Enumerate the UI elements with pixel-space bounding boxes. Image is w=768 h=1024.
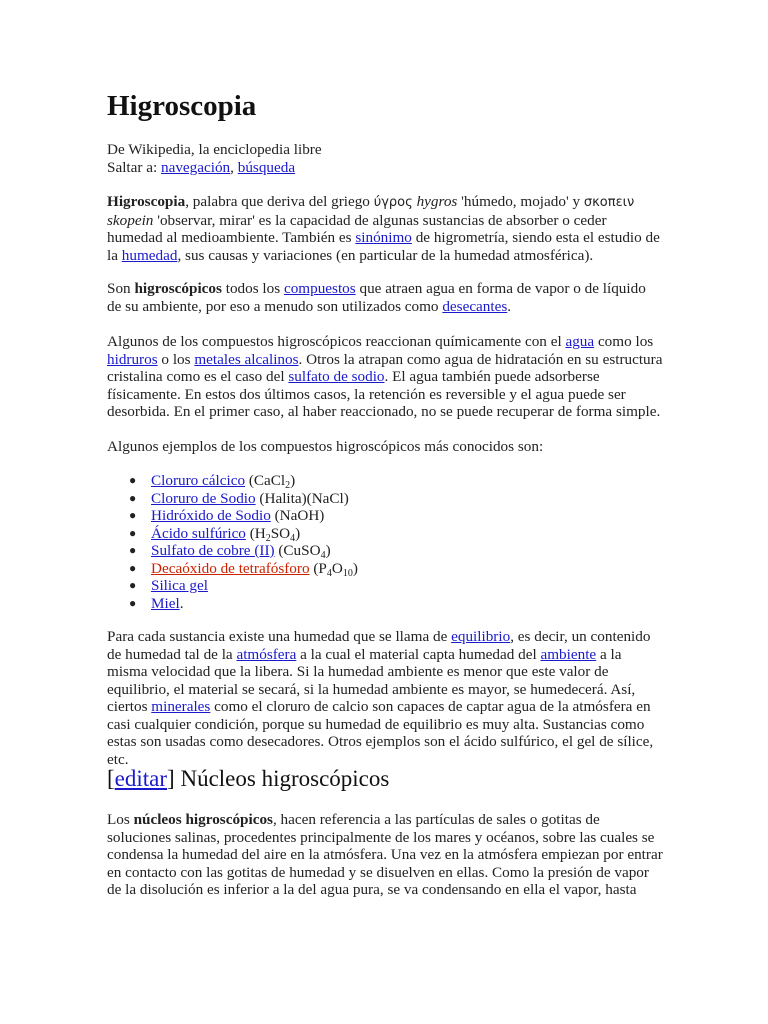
section-title: Núcleos higroscópicos	[174, 766, 390, 791]
text: todos los	[221, 280, 284, 297]
jump-prefix: Saltar a:	[107, 158, 161, 176]
equilibrium-link[interactable]: equilibrio	[451, 628, 511, 645]
paragraph-5	[107, 628, 663, 768]
text: Los	[107, 811, 134, 828]
humidity-link[interactable]: humedad	[121, 246, 178, 264]
bullet-icon: ●	[129, 490, 137, 505]
page-title: Higroscopia	[107, 90, 257, 122]
subscript: 10	[342, 567, 353, 579]
text: de higrometría, siendo esta el estudio de la	[107, 229, 660, 264]
paragraph-2	[107, 280, 663, 315]
environment-link[interactable]: ambiente	[540, 645, 597, 663]
minerals-link[interactable]: minerales	[151, 698, 211, 715]
synonym-link[interactable]: sinónimo	[355, 229, 412, 246]
compound-link[interactable]: Cloruro cálcico	[151, 472, 246, 489]
text: a la misma velocidad que la libera. Si la humedad ambiente es menor que este valor de equilibrio, el material se secará, si la humedad ambiente es mayor, se humedecerá. Así, ciertos	[107, 645, 636, 715]
compound-link-missing[interactable]: Decaóxido de tetrafósforo	[151, 559, 310, 577]
formula: (Halita)(NaCl)	[255, 489, 349, 507]
text: que atraen agua en forma de vapor o de líquido de su ambiente, por eso a menudo son utilizados como	[107, 280, 646, 315]
formula: )	[295, 524, 301, 542]
text: a la cual el material capta humedad del	[296, 645, 541, 663]
text: .	[507, 297, 512, 315]
subscript: 4	[320, 550, 326, 561]
subscript: 4	[326, 567, 332, 579]
bracket: [	[107, 766, 115, 791]
bullet-icon: ●	[129, 578, 137, 592]
list-item	[129, 489, 707, 508]
list-item	[129, 594, 707, 613]
bullet-icon: ●	[129, 543, 137, 557]
compound-list	[107, 472, 707, 612]
navigation-link[interactable]: navegación	[160, 158, 231, 176]
formula: (CaCl	[245, 472, 286, 489]
jump-separator: ,	[230, 158, 238, 176]
hydrides-link[interactable]: hidruros	[107, 350, 158, 368]
water-link[interactable]: agua	[565, 333, 595, 350]
subscript: 2	[265, 532, 271, 544]
term-bold: núcleos higroscópicos	[133, 811, 273, 828]
text: o los	[157, 350, 195, 368]
formula: .	[179, 594, 184, 612]
subscript: 2	[285, 480, 291, 491]
text: como los	[594, 333, 654, 350]
list-item	[129, 577, 707, 595]
compound-link[interactable]: Miel	[151, 594, 180, 612]
text: , sus causas y variaciones (en particular de la humedad atmosférica).	[177, 246, 594, 264]
text: Para cada sustancia existe una humedad que se llama de	[107, 628, 452, 645]
text: . El agua también puede adsorberse físicamente. En estos dos últimos casos, la retención es reversible y el agua puede ser desorbida. En el primer caso, al haber reaccionado, no se puede recuperar de forma simple.	[107, 368, 661, 420]
edit-section-link[interactable]: editar	[114, 766, 168, 791]
list-item	[129, 542, 707, 561]
bullet-icon: ●	[129, 595, 137, 610]
text: Son	[107, 280, 135, 297]
text: 'observar, mirar' es la capacidad de algunas sustancias de absorber o ceder humedad al medioambiente. También es	[107, 211, 607, 246]
formula: (CuSO	[274, 542, 321, 559]
sodium-sulfate-link[interactable]: sulfato de sodio	[288, 368, 385, 385]
term-bold: higroscópicos	[134, 280, 222, 297]
search-link[interactable]: búsqueda	[237, 158, 296, 176]
article-meta	[107, 141, 663, 176]
bullet-icon: ●	[129, 525, 137, 540]
italic-word: hygros	[412, 193, 458, 210]
bracket: ]	[167, 766, 175, 791]
text: como el cloruro de calcio son capaces de captar agua de la atmósfera en casi cualquier condición, porque su humedad de equilibrio es muy alta. Sustancias como estas son usadas como desecadores. Otros ejemplos son el ácido sulfúrico, el gel de sílice, etc.	[107, 698, 654, 768]
text: 'húmedo, mojado' y	[457, 193, 584, 210]
list-item	[129, 507, 707, 525]
greek-word: σκοπειν	[583, 195, 635, 210]
greek-word: ύγρος	[373, 195, 413, 210]
compound-link[interactable]: Silica gel	[151, 577, 208, 594]
text: , es decir, un contenido de humedad tal de la	[107, 628, 651, 663]
formula: O	[331, 559, 343, 577]
formula: )	[290, 472, 296, 489]
text: , hacen referencia a las partículas de sales o gotitas de soluciones salinas, procedentes principalmente de los mares y océanos, sobre las cuales se condensa la humedad del aire en la atmósfera. Una vez en la atmósfera empiezan por entrar en contacto con las gotitas de humedad y se disuelven en ellas. Como la presión de vapor de la disolución es inferior a la del agua pura, se va condensando en ella el vapor, hasta	[107, 811, 663, 898]
subscript: 4	[290, 532, 296, 544]
term-bold: Higroscopia	[107, 193, 186, 210]
formula: (NaOH)	[270, 507, 325, 524]
compound-link[interactable]: Ácido sulfúrico	[151, 524, 246, 542]
text: Algunos de los compuestos higroscópicos reaccionan químicamente con el	[107, 333, 566, 350]
desiccants-link[interactable]: desecantes	[442, 297, 508, 315]
site-subtitle: De Wikipedia, la enciclopedia libre	[107, 141, 322, 158]
bullet-icon: ●	[129, 508, 137, 522]
formula: )	[352, 559, 358, 577]
bullet-icon: ●	[129, 473, 137, 487]
paragraph-3	[107, 333, 663, 421]
paragraph-4: Algunos ejemplos de los compuestos higroscópicos más conocidos son:	[107, 438, 544, 455]
compound-link[interactable]: Cloruro de Sodio	[151, 489, 256, 507]
text: . Otros la atrapan como agua de hidratación en su estructura cristalina como es el caso del	[107, 350, 663, 385]
paragraph-6	[107, 811, 663, 899]
formula: (H	[245, 524, 266, 542]
text: , palabra que deriva del griego	[185, 193, 374, 210]
alkali-metals-link[interactable]: metales alcalinos	[194, 350, 299, 368]
formula: SO	[270, 524, 291, 542]
formula: )	[325, 542, 331, 559]
atmosphere-link[interactable]: atmósfera	[236, 645, 297, 663]
list-item	[129, 524, 707, 544]
intro-paragraph	[107, 193, 663, 264]
list-item	[129, 559, 707, 579]
compound-link[interactable]: Sulfato de cobre (II)	[151, 542, 275, 559]
list-item	[129, 472, 707, 491]
formula: (P	[309, 559, 327, 577]
section-heading	[107, 763, 389, 795]
italic-word: skopein	[107, 211, 154, 229]
jump-links	[107, 159, 663, 177]
bullet-icon: ●	[129, 560, 137, 575]
compound-link[interactable]: Hidróxido de Sodio	[151, 507, 271, 524]
compounds-link[interactable]: compuestos	[283, 280, 356, 297]
